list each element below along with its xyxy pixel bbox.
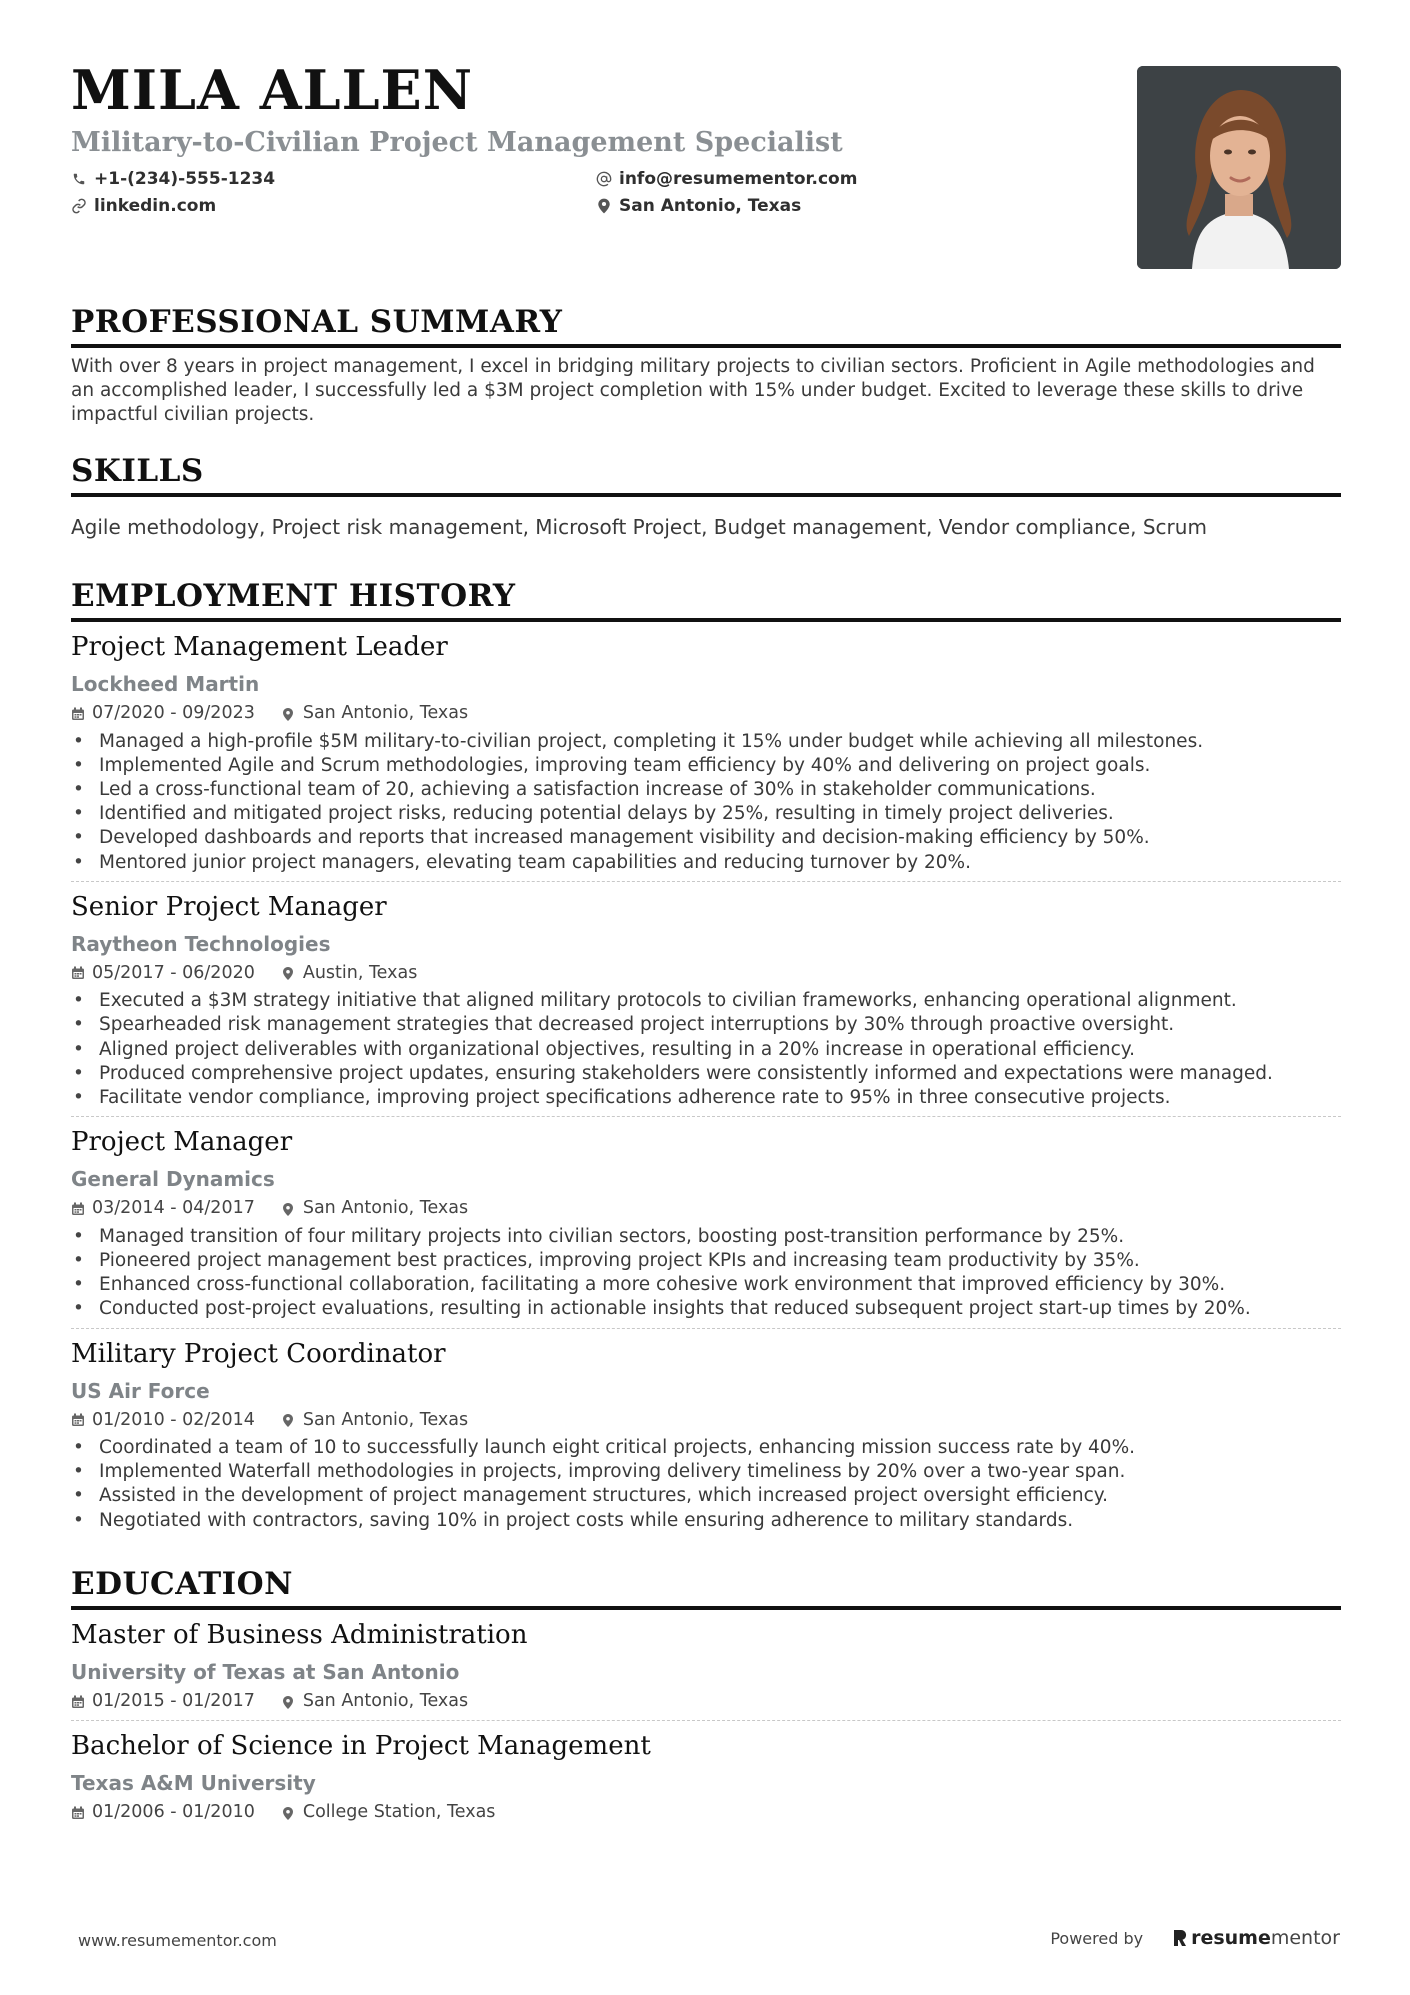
job-achievements (71, 730, 1341, 875)
skills-list: Agile methodology, Project risk management, Microsoft Project, Budget management, Vendor compliance, Scrum (71, 515, 1207, 539)
job-location-text: San Antonio, Texas (302, 1198, 469, 1219)
job-dates: 05/2017 - 06/2020 (92, 962, 255, 983)
education-meta (71, 1804, 1341, 1822)
school-name: University of Texas at San Antonio (71, 1659, 460, 1684)
calendar-icon (71, 1202, 85, 1216)
education-location (282, 1804, 496, 1822)
education-location (282, 1690, 469, 1711)
list-item: • Implemented Waterfall methodologies in projects, improving delivery timeliness by 20% over a two-year span. (71, 1460, 1341, 1484)
education-location-text: San Antonio, Texas (302, 1690, 469, 1711)
job-dates: 01/2010 - 02/2014 (92, 1409, 255, 1430)
list-item: • Implemented Agile and Scrum methodologies, improving team efficiency by 40% and delivering on project goals. (71, 754, 1341, 778)
school-name: Texas A&M University (71, 1771, 316, 1796)
job-achievements (71, 989, 1341, 1110)
page-footer (78, 1927, 1340, 1951)
job-meta (71, 705, 1341, 723)
list-item: • Executed a $3M strategy initiative that aligned military protocols to civilian frameworks, enhancing operational alignment. (71, 989, 1341, 1013)
at-sign-icon (596, 171, 612, 187)
job-entry (71, 891, 1341, 1118)
location-text: San Antonio, Texas (619, 195, 802, 216)
link-icon (71, 198, 87, 214)
list-item: • Pioneered project management best practices, improving project KPIs and increasing team productivity by 35%. (71, 1249, 1341, 1273)
list-item: • Conducted post-project evaluations, resulting in actionable insights that reduced subsequent project start-up times by 20%. (71, 1297, 1341, 1321)
summary-text: With over 8 years in project management, I excel in bridging military projects to civilian sectors. Proficient in Agile methodologies and an accomplished leader, I successfully led a $3M project completion with 15% under budget. Excited to leverage these skills to drive impactful civilian projects. (71, 356, 1315, 425)
map-pin-icon (282, 966, 296, 980)
employment-section (71, 578, 1341, 1533)
entry-divider (71, 881, 1341, 882)
job-location-text: San Antonio, Texas (302, 1409, 469, 1430)
brand-logo[interactable] (1173, 1927, 1340, 1949)
list-item: • Facilitate vendor compliance, improving project specifications adherence rate to 95% in three consecutive projects. (71, 1086, 1341, 1110)
list-item: • Managed transition of four military projects into civilian sectors, boosting post-transition performance by 25%. (71, 1225, 1341, 1249)
candidate-title: Military-to-Civilian Project Management Specialist (71, 127, 843, 158)
contact-website[interactable] (71, 196, 596, 215)
map-pin-icon (282, 1806, 296, 1820)
education-entry (71, 1619, 1341, 1722)
education-dates: 01/2015 - 01/2017 (92, 1690, 255, 1711)
resume-header (71, 58, 1341, 269)
job-title: Senior Project Manager (71, 891, 387, 922)
education-section (71, 1565, 1341, 1823)
brand-name-light: mentor (1270, 1927, 1340, 1949)
job-title: Project Manager (71, 1127, 293, 1158)
candidate-name: MILA ALLEN (71, 58, 474, 122)
job-location (282, 1409, 469, 1430)
calendar-icon (71, 707, 85, 721)
website-text: linkedin.com (94, 195, 217, 216)
job-location (282, 962, 418, 983)
summary-section (71, 304, 1341, 427)
job-achievements (71, 1436, 1341, 1533)
phone-text: +1-(234)-555-1234 (94, 168, 276, 189)
job-meta (71, 1200, 1341, 1218)
education-entry (71, 1733, 1341, 1822)
calendar-icon (71, 966, 85, 980)
map-pin-icon (596, 198, 612, 214)
phone-icon (71, 171, 87, 187)
skills-section (71, 453, 1341, 539)
calendar-icon (71, 1413, 85, 1427)
list-item: • Coordinated a team of 10 to successfully launch eight critical projects, enhancing mission success rate by 40%. (71, 1436, 1341, 1460)
list-item: • Managed a high-profile $5M military-to-civilian project, completing it 15% under budget while achieving all milestones. (71, 730, 1341, 754)
company-name: Lockheed Martin (71, 672, 260, 696)
map-pin-icon (282, 1202, 296, 1216)
list-item: • Identified and mitigated project risks, reducing potential delays by 25%, resulting in timely project deliveries. (71, 802, 1341, 826)
list-item: • Led a cross-functional team of 20, achieving a satisfaction increase of 30% in stakeholder communications. (71, 778, 1341, 802)
company-name: Raytheon Technologies (71, 931, 331, 956)
job-title: Military Project Coordinator (71, 1338, 446, 1369)
contact-phone[interactable] (71, 169, 596, 188)
company-name: US Air Force (71, 1378, 210, 1403)
job-title: Project Management Leader (71, 632, 448, 662)
job-dates: 07/2020 - 09/2023 (92, 703, 255, 723)
list-item: • Mentored junior project managers, elevating team capabilities and reducing turnover by 20%. (71, 851, 1341, 875)
job-entry (71, 634, 1341, 882)
job-location-text: Austin, Texas (302, 962, 418, 983)
footer-branding (1050, 1927, 1340, 1949)
list-item: • Spearheaded risk management strategies that decreased project interruptions by 30% through proactive oversight. (71, 1013, 1341, 1037)
job-achievements (71, 1225, 1341, 1322)
employment-heading: EMPLOYMENT HISTORY (71, 581, 1341, 622)
list-item: • Aligned project deliverables with organizational objectives, resulting in a 20% increase in operational efficiency. (71, 1038, 1341, 1062)
job-meta (71, 1409, 1341, 1430)
map-pin-icon (282, 1413, 296, 1427)
calendar-icon (71, 1806, 85, 1820)
skills-heading: SKILLS (71, 456, 1341, 497)
profile-photo (1137, 66, 1341, 269)
job-meta (71, 962, 1341, 983)
list-item: • Enhanced cross-functional collaboration, facilitating a more cohesive work environment that improved efficiency by 30%. (71, 1273, 1341, 1297)
education-meta (71, 1690, 1341, 1711)
list-item: • Developed dashboards and reports that increased management visibility and decision-making efficiency by 50%. (71, 826, 1341, 850)
powered-by-label: Powered by (1050, 1928, 1144, 1948)
map-pin-icon (282, 707, 296, 721)
job-location (282, 1200, 468, 1218)
education-heading: EDUCATION (71, 1569, 1341, 1610)
calendar-icon (71, 1695, 85, 1709)
job-location (282, 705, 468, 723)
footer-website-link[interactable]: www.resumementor.com (78, 1931, 277, 1950)
entry-divider (71, 1328, 1341, 1329)
list-item: • Produced comprehensive project updates, ensuring stakeholders were consistently informed and expectations were managed. (71, 1062, 1341, 1086)
list-item: • Negotiated with contractors, saving 10% in project costs while ensuring adherence to military standards. (71, 1509, 1341, 1533)
job-entry (71, 1338, 1341, 1533)
email-text: info@resumementor.com (619, 168, 858, 189)
job-location-text: San Antonio, Texas (302, 703, 469, 723)
entry-divider (71, 1720, 1341, 1721)
education-dates: 01/2006 - 01/2010 (92, 1802, 255, 1823)
degree-title: Bachelor of Science in Project Management (71, 1731, 651, 1762)
job-entry (71, 1129, 1341, 1328)
summary-heading: PROFESSIONAL SUMMARY (71, 307, 1341, 348)
entry-divider (71, 1116, 1341, 1117)
education-location-text: College Station, Texas (302, 1802, 496, 1823)
degree-title: Master of Business Administration (71, 1619, 528, 1650)
contact-email[interactable] (596, 169, 896, 188)
contact-location (596, 196, 896, 215)
company-name: General Dynamics (71, 1167, 275, 1192)
brand-mark-icon (1173, 1929, 1187, 1947)
map-pin-icon (282, 1695, 296, 1709)
job-dates: 03/2014 - 04/2017 (92, 1198, 255, 1219)
brand-name-bold: resume (1191, 1927, 1271, 1949)
resume-page (71, 58, 1341, 1822)
list-item: • Assisted in the development of project management structures, which increased project oversight efficiency. (71, 1484, 1341, 1508)
